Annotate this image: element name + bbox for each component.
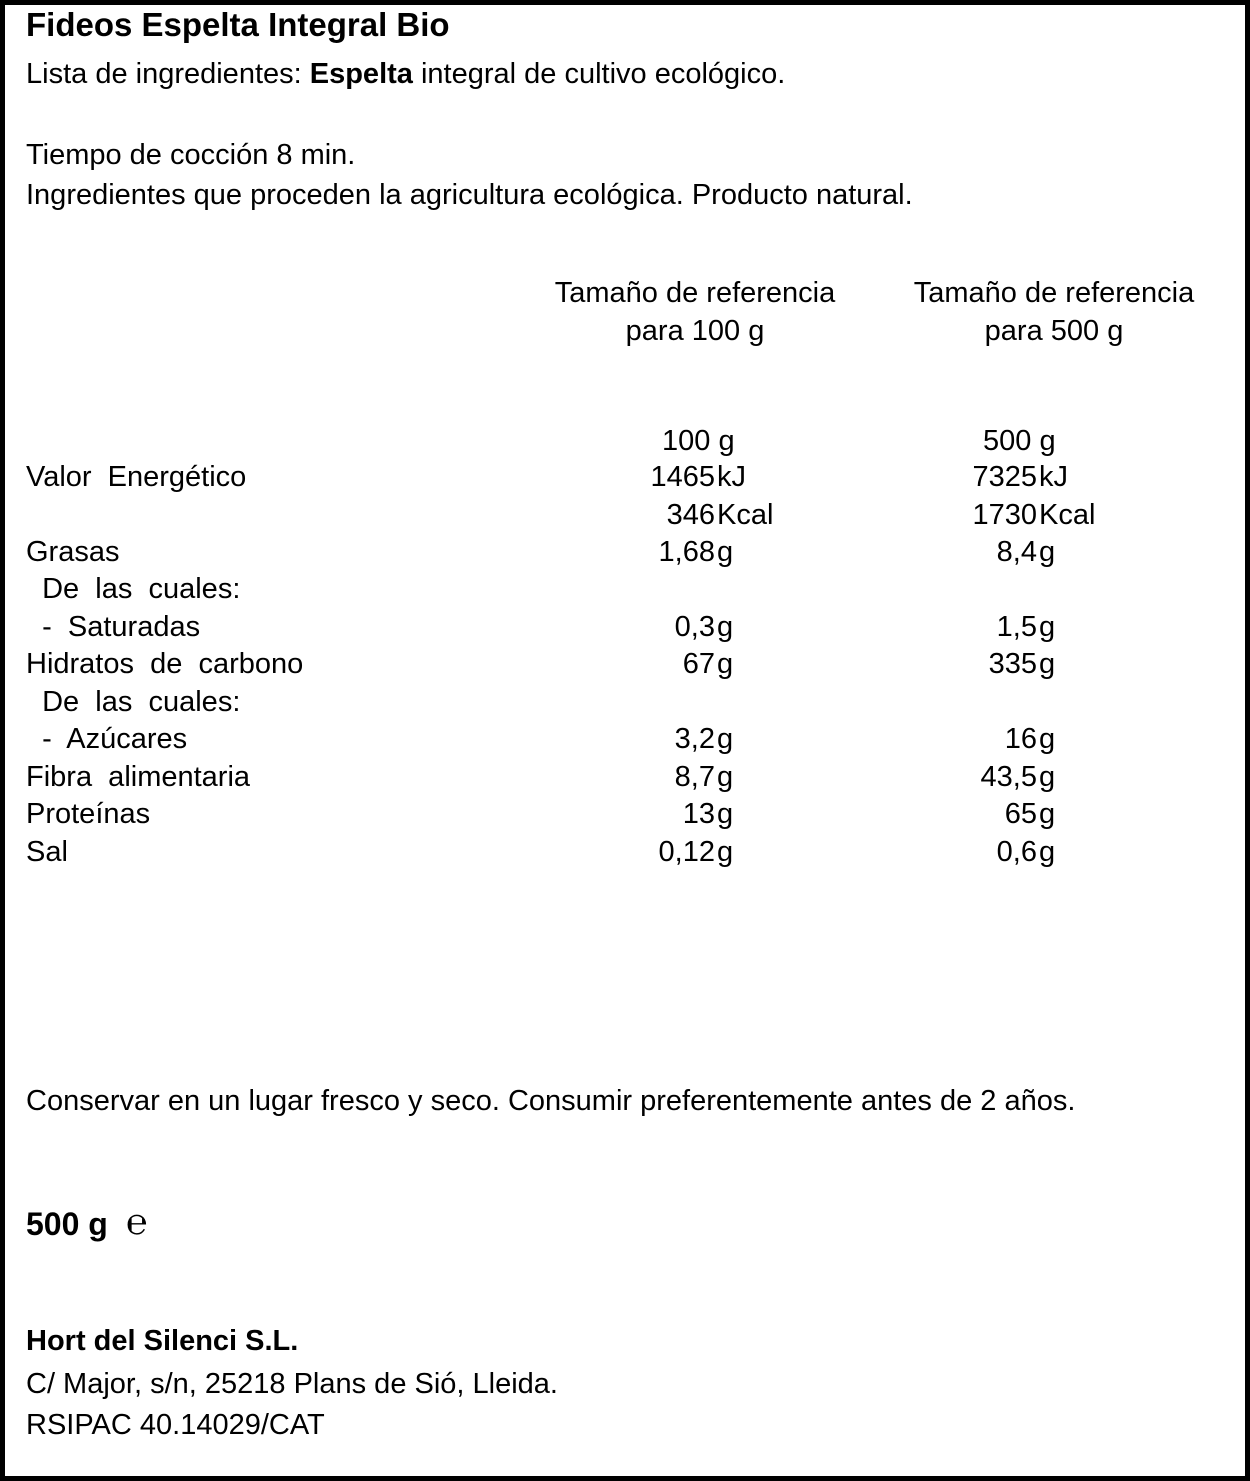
value-per-500g: 1730 — [972, 499, 1037, 531]
row-label: Sal — [26, 836, 68, 868]
row-label: Grasas — [26, 536, 120, 568]
value-per-500g: 16 — [1004, 723, 1037, 755]
col2-header — [874, 274, 1234, 350]
value-per-500g: 65 — [1004, 798, 1037, 830]
value-per-100g: 1,68 — [658, 536, 715, 568]
cooking-time: Tiempo de cocción 8 min. — [26, 139, 356, 171]
row-label: Proteínas — [26, 798, 151, 830]
row-label: Hidratos de carbono — [26, 648, 304, 680]
row-label: Valor Energético — [26, 461, 247, 493]
ingredients-allergen: Espelta — [309, 58, 413, 90]
unit-per-100g: g — [717, 611, 734, 643]
value-per-100g: 346 — [666, 499, 715, 531]
row-label: De las cuales: — [26, 686, 241, 718]
value-per-500g: 7325 — [972, 461, 1037, 493]
value-per-100g: 3,2 — [674, 723, 715, 755]
ingredients-line — [26, 60, 785, 89]
value-per-500g: 335 — [988, 648, 1037, 680]
company-name: Hort del Silenci S.L. — [26, 1325, 299, 1357]
unit-per-100g: g — [717, 798, 734, 830]
company-address: C/ Major, s/n, 25218 Plans de Sió, Lleida. — [26, 1368, 558, 1400]
value-per-100g: 8,7 — [674, 761, 715, 793]
unit-per-500g: g — [1039, 611, 1056, 643]
company-registry: RSIPAC 40.14029/CAT — [26, 1409, 325, 1441]
value-per-500g: 43,5 — [980, 761, 1037, 793]
col1-header — [515, 274, 875, 350]
unit-per-100g: g — [717, 761, 734, 793]
value-per-100g: 13 — [682, 798, 715, 830]
ingredients-suffix: integral de cultivo ecológico. — [412, 58, 786, 90]
storage-note: Conservar en un lugar fresco y seco. Consumir preferentemente antes de 2 años. — [26, 1085, 1076, 1117]
value-per-100g: 1465 — [650, 461, 715, 493]
unit-per-500g: g — [1039, 761, 1056, 793]
unit-per-500g: g — [1039, 723, 1056, 755]
col1-header-line1: Tamaño de referencia — [554, 277, 836, 309]
value-per-500g: 1,5 — [996, 611, 1037, 643]
value-per-100g: 0,12 — [658, 836, 715, 868]
organic-note: Ingredientes que proceden la agricultura ecológica. Producto natural. — [26, 179, 913, 211]
unit-per-100g: g — [717, 648, 734, 680]
row-label: De las cuales: — [26, 573, 241, 605]
col1-header-line2: para 100 g — [625, 315, 765, 347]
product-title: Fideos Espelta Integral Bio — [26, 6, 450, 43]
row-label: - Azúcares — [26, 723, 188, 755]
value-per-100g: 0,3 — [674, 611, 715, 643]
unit-per-500g: g — [1039, 798, 1056, 830]
unit-per-500g: kJ — [1039, 461, 1068, 493]
value-per-500g: 0,6 — [996, 836, 1037, 868]
value-per-100g: 67 — [682, 648, 715, 680]
qty1-label: 100 g — [662, 425, 735, 457]
qty2-label: 500 g — [983, 425, 1056, 457]
net-weight: 500 g — [26, 1206, 108, 1242]
ingredients-prefix: Lista de ingredientes: — [26, 58, 310, 90]
unit-per-500g: Kcal — [1039, 499, 1096, 531]
estimated-sign-icon: ℮ — [126, 1201, 148, 1242]
unit-per-100g: Kcal — [717, 499, 774, 531]
row-label: - Saturadas — [26, 611, 201, 643]
unit-per-100g: kJ — [717, 461, 746, 493]
col2-header-line1: Tamaño de referencia — [913, 277, 1195, 309]
value-per-500g: 8,4 — [996, 536, 1037, 568]
row-label: Fibra alimentaria — [26, 761, 251, 793]
col2-header-line2: para 500 g — [984, 315, 1124, 347]
unit-per-500g: g — [1039, 836, 1056, 868]
unit-per-100g: g — [717, 536, 734, 568]
unit-per-100g: g — [717, 723, 734, 755]
unit-per-100g: g — [717, 836, 734, 868]
unit-per-500g: g — [1039, 536, 1056, 568]
unit-per-500g: g — [1039, 648, 1056, 680]
